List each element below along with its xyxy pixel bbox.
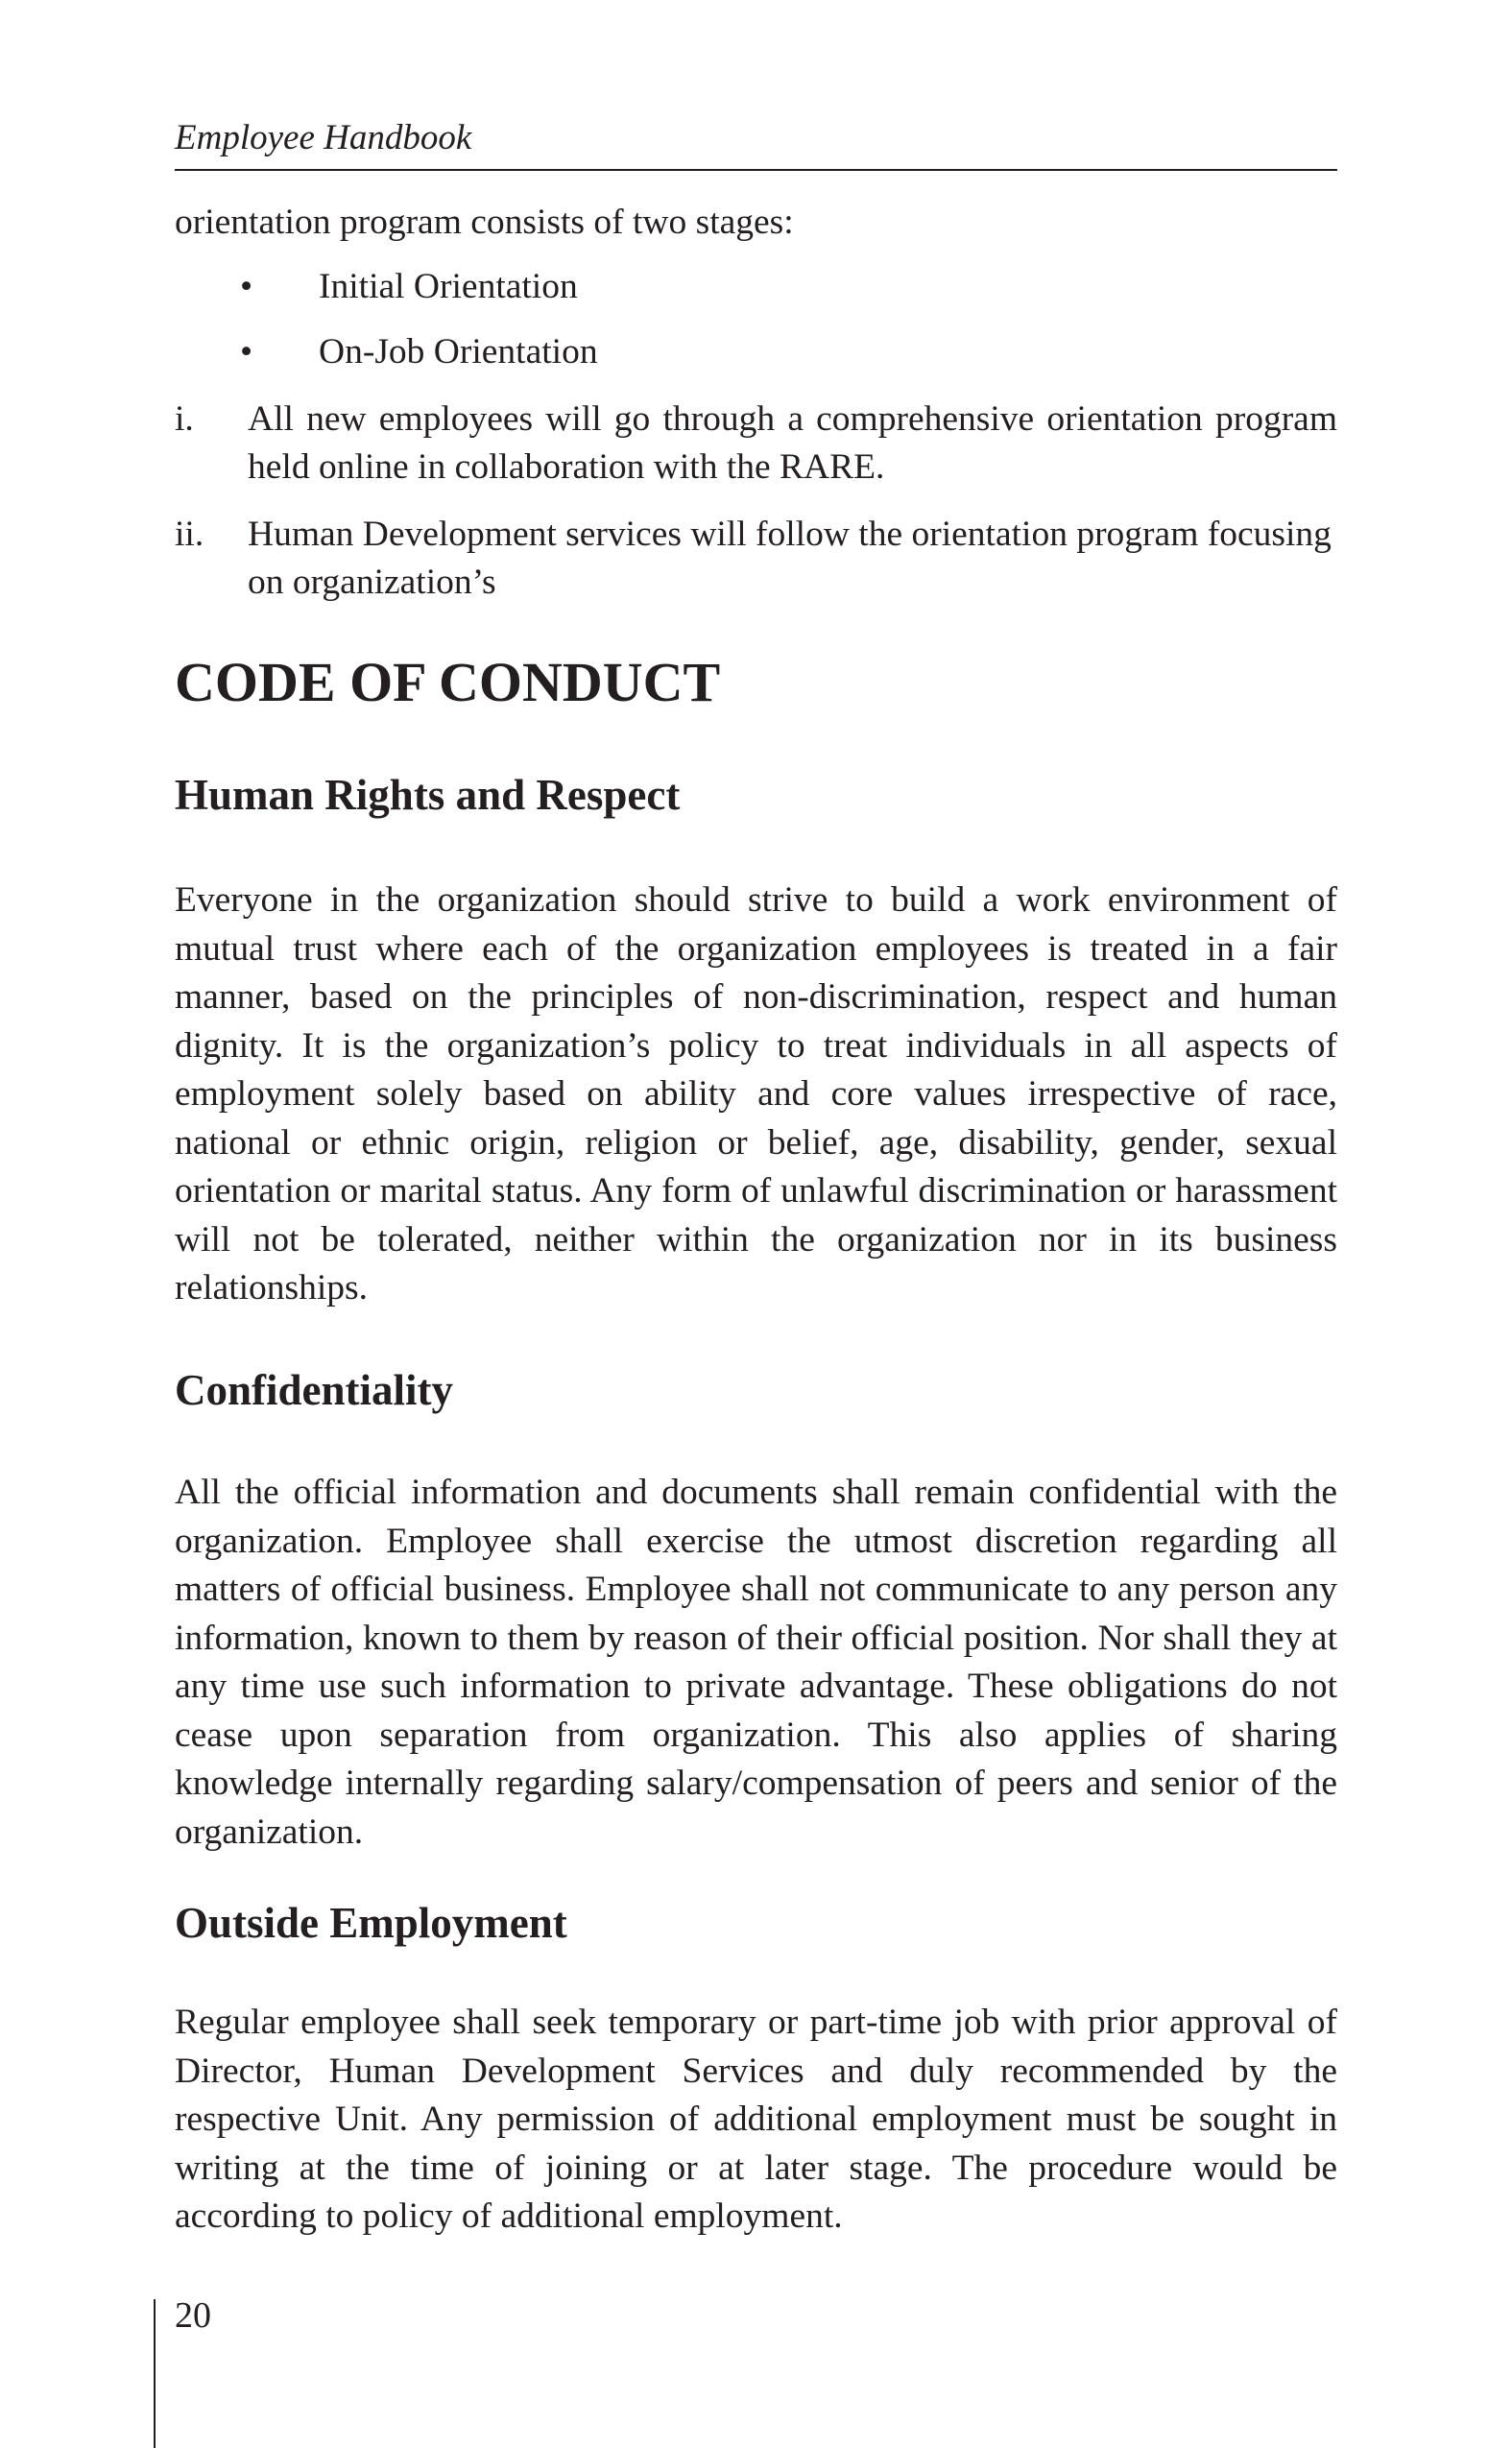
bullet-text: On-Job Orientation <box>319 332 598 372</box>
subsection-heading: Confidentiality <box>175 1366 454 1414</box>
bullet-icon: • <box>240 332 253 372</box>
subsection-heading: Human Rights and Respect <box>175 771 681 819</box>
paragraph: Everyone in the organization should strive to build a work environment of mutual trust where each of the organization employees is treated in a fair manner, based on the principles of non-discrimination, respect and human dignity. It is the organization’s policy to treat individuals in all aspects of employment solely based on ability and core values irrespective of race, national or ethnic origin, religion or belief, age, disability, gender, sexual orientation or marital status. Any form of unlawful discrimination or harassment will not be tolerated, neither within the organization nor in its business relationships. <box>175 880 1337 1308</box>
item-text: All new employees will go through a comprehensive orientation program held online in collaboration with the RARE. <box>248 399 1337 487</box>
section-title: CODE OF CONDUCT <box>175 651 721 713</box>
subsection-heading: Outside Employment <box>175 1899 567 1947</box>
page-number: 20 <box>175 2295 211 2336</box>
bullet-icon: • <box>240 267 253 306</box>
paragraph: All the official information and documents shall remain confidential with the organization. Employee shall exercise the utmost discretion regarding all matters of official business. Employee shall not communicate to any person any information, known to them by reason of their official position. Nor shall they at any time use such information to private advantage. These obligations do not cease upon separation from organization. This also applies of sharing knowledge internally regarding salary/compensation of peers and senior of the organization. <box>175 1473 1337 1852</box>
numbered-item <box>175 511 1337 607</box>
numbered-item <box>175 396 1337 492</box>
paragraph: Regular employee shall seek temporary or part-time job with prior approval of Director, Human Development Services and duly recommended by the respective Unit. Any permission of additional employment must be sought in writing at the time of joining or at later stage. The procedure would be according to policy of additional employment. <box>175 2003 1337 2236</box>
running-header <box>175 119 1337 171</box>
handbook-title: Employee Handbook <box>175 118 472 157</box>
margin-rule <box>154 2299 156 2448</box>
bullet-text: Initial Orientation <box>319 267 578 306</box>
item-text: Human Development services will follow the orientation program focusing on organization’s <box>248 515 1332 602</box>
orientation-lead-text: orientation program consists of two stages: <box>175 203 794 242</box>
bullet-item <box>240 328 1296 376</box>
bullet-item <box>240 263 1296 311</box>
item-number: i. <box>175 399 194 439</box>
item-number: ii. <box>175 515 204 554</box>
